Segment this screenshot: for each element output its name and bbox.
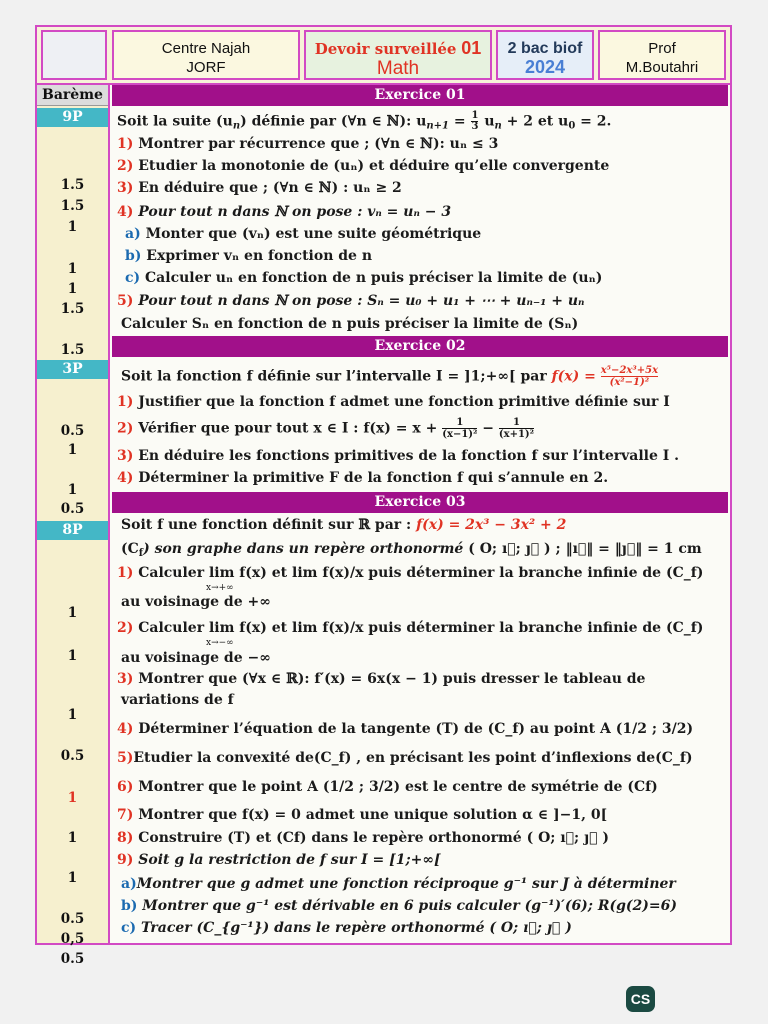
question-number: 4)	[117, 204, 134, 220]
question-number: 1)	[117, 565, 134, 581]
question-text: Vérifier que pour tout x ∈ I : f(x) = x +	[138, 420, 438, 437]
question-number: 3)	[117, 180, 134, 196]
ex2-q2: 2) Vérifier que pour tout x ∈ I : f(x) = x + $\frac{1}{\text{(x−1)²}}$ − $\frac{1}{\text{(x+1)²}}$	[117, 417, 535, 440]
frac-den: (x+1)²	[498, 429, 535, 440]
ex3-q2b: au voisinage de −∞	[121, 650, 271, 666]
ex3-q9	[117, 852, 441, 868]
question-text: Montrer que g⁻¹ est dérivable en 6 puis calculer (g⁻¹)′(6); R(g(2)=6)	[142, 898, 677, 914]
question-number: 1)	[117, 136, 134, 152]
frac-num: 1	[471, 110, 479, 121]
ex1-q5	[117, 293, 584, 309]
question-text: Montrer par récurrence que ; (∀n ∈ ℕ): uₙ ≤ 3	[138, 136, 499, 152]
ex3-qc	[121, 920, 572, 936]
question-text: Montrer que f(x) = 0 admet une unique solution α ∈ ]−1, 0[	[138, 807, 608, 823]
question-text: Calculer Sₙ en fonction de n puis préciser la limite de (Sₙ)	[121, 316, 579, 332]
question-number: 2)	[117, 420, 134, 437]
frac-num: 1	[499, 417, 534, 429]
ex3-q8	[117, 830, 609, 846]
question-number: 3)	[117, 671, 134, 687]
ex1-q3	[117, 180, 402, 196]
ex2-intro-text: Soit la fonction f définie sur l’intervalle I = ]1;+∞[ par	[121, 368, 547, 385]
center-city: JORF	[186, 59, 226, 76]
prof-cell	[598, 30, 726, 80]
question-number: a)	[125, 226, 141, 242]
question-number: c)	[125, 270, 141, 286]
ex2-q4	[117, 470, 608, 486]
point-value: 1	[67, 261, 78, 277]
ex1-q6	[121, 316, 578, 332]
bareme-column	[37, 85, 110, 967]
ex2-q1	[117, 394, 670, 410]
ex1-points: 9P	[37, 108, 108, 127]
point-value: 0.5	[60, 748, 85, 764]
question-text: Déterminer l’équation de la tangente (T) de (C_f) au point A (1/2 ; 3/2)	[138, 721, 694, 737]
question-text: Calculer lim f(x) et lim f(x)/x puis déterminer la branche infinie de (C_f)	[138, 620, 704, 636]
ex2-q3	[117, 448, 679, 464]
ex3-q4	[117, 721, 693, 737]
exercise-2-title: Exercice 02	[112, 336, 728, 357]
devoir-cell	[304, 30, 492, 80]
center-cell	[112, 30, 300, 80]
point-value: 1	[67, 219, 78, 235]
question-number: 1)	[117, 394, 134, 410]
question-text: Monter que (vₙ) est une suite géométrique	[145, 226, 482, 242]
ex1-qb	[125, 248, 372, 264]
devoir-number: 01	[461, 38, 482, 58]
point-value: 1	[67, 790, 78, 806]
ex3-q3	[117, 671, 645, 687]
question-number: 7)	[117, 807, 134, 823]
question-number: 6)	[117, 779, 134, 795]
ex3-text: ( O; ı⃗; ȷ⃗ ) ; ‖ı⃗‖ = ‖ȷ⃗‖ = 1 cm	[468, 541, 702, 557]
ex3-intro	[121, 517, 566, 533]
question-text: Pour tout n dans ℕ on pose : vₙ = uₙ − 3	[138, 204, 452, 220]
prof-label: Prof	[648, 40, 676, 57]
point-value: 1	[67, 281, 78, 297]
point-value: 1	[67, 605, 78, 621]
header	[37, 27, 730, 85]
ex3-q2	[117, 620, 703, 636]
level: 2 bac biof	[507, 40, 583, 57]
devoir-label: Devoir surveillée	[314, 40, 457, 58]
point-value: 1	[67, 442, 78, 458]
question-text: Etudier la convexité de(C_f) , en précisant les point d’inflexions de(C_f)	[133, 750, 693, 766]
point-value: 1	[67, 870, 78, 886]
question-text: Calculer uₙ en fonction de n puis préciser la limite de (uₙ)	[145, 270, 603, 286]
f-definition: f(x) =	[551, 368, 596, 385]
exercise-1-title: Exercice 01	[112, 85, 728, 106]
question-text: Montrer que (∀x ∈ ℝ): f′(x) = 6x(x − 1) puis dresser le tableau de	[138, 671, 646, 687]
question-text: En déduire que ; (∀n ∈ ℕ) : uₙ ≥ 2	[138, 180, 402, 196]
year: 2024	[524, 57, 566, 77]
point-value: 0,5	[60, 931, 85, 947]
ex3-qa	[121, 876, 676, 892]
question-text: Tracer (C_{g⁻¹}) dans le repère orthonormé ( O; ı⃗; ȷ⃗ )	[141, 920, 572, 936]
point-value: 0.5	[60, 911, 85, 927]
point-value: 0.5	[60, 501, 85, 517]
ex3-q1	[117, 565, 703, 581]
ex1-intro-text: Soit la suite (u	[117, 113, 233, 130]
frac-num: x⁵−2x³+5x	[600, 365, 659, 376]
ex3-q1b: au voisinage de +∞	[121, 594, 271, 610]
question-number: c)	[121, 920, 137, 936]
ex1-intro-text: u	[479, 113, 495, 130]
ex1-intro: Soit la suite $(u_n)$ définie par (∀n ∈ ℕ): $u_{n+1}$ = $\frac{1}{3}$ $u_n + 2$ et $u_0 = 2$.	[117, 110, 612, 132]
question-text: Exprimer vₙ en fonction de n	[146, 248, 372, 264]
point-value: 1.5	[60, 342, 85, 358]
frac-den: (x²−1)²	[609, 377, 650, 388]
ex1-q4	[117, 204, 451, 220]
question-text: En déduire les fonctions primitives de la fonction f sur l’intervalle I .	[138, 448, 680, 464]
level-cell	[496, 30, 594, 80]
question-text: Justifier que la fonction f admet une fonction primitive définie sur I	[138, 394, 670, 410]
ex1-q2	[117, 158, 609, 174]
point-value: 1	[67, 648, 78, 664]
ex1-intro-text: =	[449, 113, 471, 130]
prof-name: M.Boutahri	[625, 59, 699, 76]
ex3-q5	[117, 750, 693, 766]
center-name: Centre Najah	[161, 40, 251, 57]
subject: Math	[376, 58, 420, 79]
ex2-points: 3P	[37, 360, 108, 379]
ex3-intro-text: Soit f une fonction définit sur ℝ par :	[121, 517, 412, 533]
ex3-text: (C	[121, 541, 139, 557]
frac-num: 1	[442, 417, 477, 429]
exercise-3-title: Exercice 03	[112, 492, 728, 513]
ex2-intro	[121, 365, 658, 388]
question-number: 5)	[117, 293, 134, 309]
question-number: 2)	[117, 158, 134, 174]
question-text: Construire (T) et (Cf) dans le repère orthonormé ( O; ı⃗; ȷ⃗ )	[138, 830, 610, 846]
bareme-header: Barème	[37, 85, 108, 106]
ex1-intro-text: ) définie par (∀n ∈ ℕ): u	[240, 113, 427, 130]
question-number: 8)	[117, 830, 134, 846]
question-text: Calculer lim f(x) et lim f(x)/x puis déterminer la branche infinie de (C_f)	[138, 565, 704, 581]
question-number: b)	[121, 898, 138, 914]
question-text: Etudier la monotonie de (uₙ) et déduire qu’elle convergente	[138, 158, 610, 174]
ex1-qa	[125, 226, 481, 242]
point-value: 1.5	[60, 301, 85, 317]
question-number: 2)	[117, 620, 134, 636]
point-value: 1.5	[60, 177, 85, 193]
exam-sheet	[35, 25, 732, 967]
question-text: Soit g la restriction de f sur I = [1;+∞[	[138, 852, 441, 868]
ex3-qb	[121, 898, 677, 914]
question-number: 3)	[117, 448, 134, 464]
question-text: Montrer que le point A (1/2 ; 3/2) est le centre de symétrie de (Cf)	[138, 779, 658, 795]
point-value: 1	[67, 707, 78, 723]
limit-sub: x→−∞	[206, 638, 234, 648]
ex3-graph-line: $(C_f)$ son graphe dans un repère orthonormé ( O; ı⃗; ȷ⃗ ) ; ‖ı⃗‖ = ‖ȷ⃗‖ = 1 cm	[121, 541, 702, 559]
question-number: 9)	[117, 852, 134, 868]
point-value: 0.5	[60, 951, 85, 967]
question-number: 4)	[117, 721, 134, 737]
ex1-intro-text: + 2 et u	[501, 113, 569, 130]
limit-sub: x→+∞	[206, 583, 234, 593]
ex3-q3b: variations de f	[121, 692, 234, 708]
point-value: 0.5	[60, 423, 85, 439]
point-value: 1	[67, 482, 78, 498]
question-number: 5)	[117, 750, 134, 766]
question-number: b)	[125, 248, 142, 264]
f-definition: f(x) = 2x³ − 3x² + 2	[416, 517, 567, 533]
question-text: Pour tout n dans ℕ on pose : Sₙ = u₀ + u₁ + ⋯ + uₙ₋₁ + uₙ	[138, 293, 585, 309]
point-value: 1	[67, 830, 78, 846]
ex3-q7	[117, 807, 607, 823]
question-number: a)	[121, 876, 137, 892]
frac-den: (x−1)²	[442, 429, 478, 440]
ex3-text: ) son graphe dans un repère orthonormé	[143, 541, 464, 557]
point-value: 1.5	[60, 198, 85, 214]
logo-cell	[41, 30, 107, 80]
ex1-q1	[117, 136, 498, 152]
ex3-points: 8P	[37, 521, 108, 540]
ex1-intro-text: = 2.	[575, 113, 612, 130]
frac-den: 3	[471, 121, 479, 132]
question-text: Déterminer la primitive F de la fonction f qui s’annule en 2.	[138, 470, 609, 486]
question-text: Montrer que g admet une fonction réciproque g⁻¹ sur J à déterminer	[136, 876, 676, 892]
ex1-qc	[125, 270, 602, 286]
question-number: 4)	[117, 470, 134, 486]
ex3-q6	[117, 779, 658, 795]
camscanner-logo: CS	[626, 986, 655, 1012]
